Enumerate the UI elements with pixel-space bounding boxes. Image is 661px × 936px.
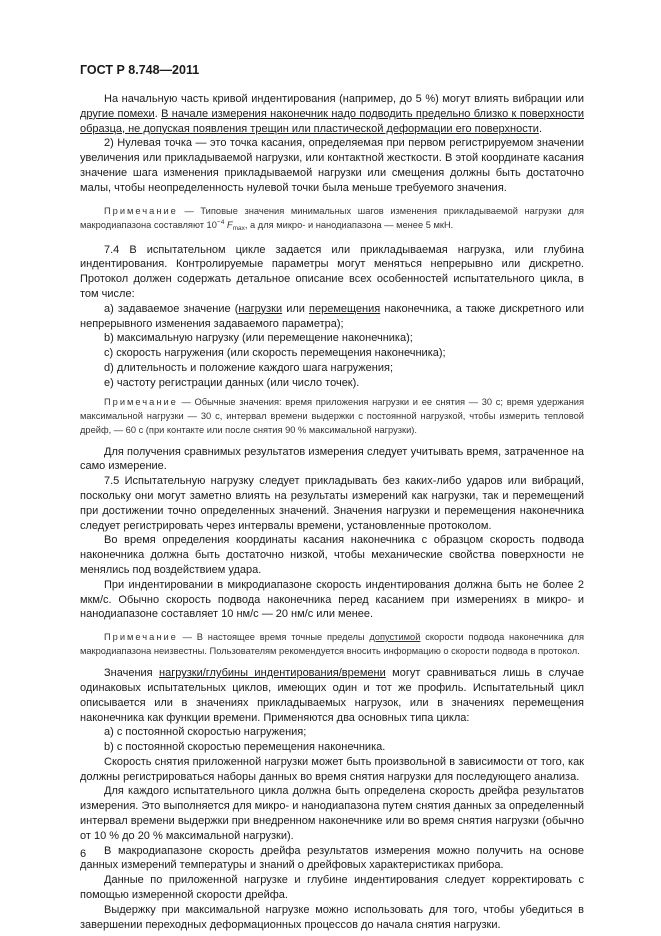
paragraph-micro-speed: При индентировании в микродиапазоне скорость индентирования должна быть не более 2 мкм/с. Обычно скорость подвода наконечника перед касанием при измерениях в микро- и нанодиапазоне составляет 10 нм/с — 20 нм/с или менее. [80,578,584,621]
paragraph-7-4: 7.4 В испытательном цикле задается или прикладываемая нагрузка, или глубина индентирования. Контролируемые параметры могут меняться непрерывно или дискретно. Протокол должен содержать детальное описание всех особенностей испытательного цикла, в том числе: [80,243,584,300]
underlined-text: другие помехи [80,107,155,120]
list-item-d: d) длительность и положение каждого шага нагружения; [104,361,394,374]
list-item-e: e) частоту регистрации данных (или число точек). [104,376,360,389]
paragraph-vibrations: На начальную часть кривой индентирования (например, до 5 %) могут влиять вибрации или другие помехи. В начале измерения наконечник надо подводить предельно близко к поверхности образца, не допуская появления трещин или пластической деформации его поверхности. [80,93,584,135]
underlined-text: допустимой [369,632,421,643]
page-header: ГОСТ Р 8.748—2011 [80,63,200,77]
list-item-b: b) максимальную нагрузку (или перемещение наконечника); [104,332,413,345]
note-label: Примечание [104,396,178,407]
underlined-text: нагрузки/глубины индентирования/времени [159,667,386,680]
paragraph-macro-drift: В макродиапазоне скорость дрейфа результатов измерения можно получить на основе данных измерений температуры и знаний о дрейфовых характеристиках прибора. [80,844,584,872]
underlined-text: нагрузки [238,302,283,315]
note-typical-values: Примечание — Обычные значения: время приложения нагрузки и ее снятия — 30 с; время удержания максимальной нагрузки — 30 с, интервал времени выдержки с постоянной нагрузкой, чтобы измерить тепловой дрейф, — 60 с (при контакте или после снятия 90 % максимальной нагрузки). [80,396,584,435]
list-item-c: c) скорость нагружения (или скорость перемещения наконечника); [104,347,446,360]
paragraph-unload-speed: Скорость снятия приложенной нагрузки может быть произвольной в зависимости от того, как должны регистрироваться наборы данных во время снятия нагрузки для последующего анализа. [80,755,584,783]
paragraph-hold: Выдержку при максимальной нагрузке можно использовать для того, чтобы убедиться в завершении переходных деформационных процессов до начала снятия нагрузки. [80,903,584,931]
paragraph-drift: Для каждого испытательного цикла должна быть определена скорость дрейфа результатов измерения. Это выполняется для микро- и нанодиапазона путем снятия данных за определенный интервал времени выдержки при внедренном наконечнике или во время снятия нагрузки (обычно от 10 % до 20 % максимальной нагрузки). [80,785,584,842]
underlined-text: В начале измерения наконечник надо подводить предельно близко к поверхности образца, не допуская появления трещин или пластической деформации его поверхности [80,107,584,135]
paragraph-comparable: Для получения сравнимых результатов измерения следует учитывать время, затраченное на само измерение. [80,445,584,473]
note-label: Примечание [104,632,178,643]
underlined-text: перемещения [309,302,381,315]
paragraph-values-compare: Значения нагрузки/глубины индентирования/времени могут сравниваться лишь в случае одинаковых испытательных циклов, имеющих один и тот же профиль. Испытательный цикл описывается или в значениях прикладываемых нагрузок, или в значениях перемещения наконечника как функции времени. Применяются два основных типа цикла: [80,667,584,724]
document-body [80,92,584,932]
note-speed-limits: Примечание — В настоящее время точные пределы допустимой скорости подвода наконечника для макродиапазона неизвестны. Пользователям рекомендуется вносить информацию о скорости подвода в протокол. [80,632,584,657]
cycle-type-a: a) с постоянной скоростью нагружения; [104,726,307,739]
list-item-a: a) задаваемое значение (нагрузки или перемещения наконечника, а также дискретного или непрерывного изменения задаваемого параметра); [80,302,585,330]
paragraph-contact-coordinate: Во время определения координаты касания наконечника с образцом скорость подвода наконечника должна быть достаточно низкой, чтобы механические свойства поверхности не менялись под воздействием удара. [80,534,584,576]
cycle-type-b: b) с постоянной скоростью перемещения наконечника. [104,741,386,754]
paragraph-7-5: 7.5 Испытательную нагрузку следует прикладывать без каких-либо ударов или вибраций, поскольку они могут заметно влиять на результаты измерений как нагрузки, так и перемещений при достижении точно определенных значений. Значения нагрузки и перемещения наконечника следует регистрировать через интервалы времени, установленные протоколом. [80,475,584,532]
page-number: 6 [80,848,87,860]
paragraph-zero-point: 2) Нулевая точка — это точка касания, определяемая при первом регистрируемом значении увеличения или прикладываемой нагрузки, или контактной жесткости. В этой координате касания значение шага изменения прикладываемой нагрузки или смещения должны быть достаточно малы, чтобы неопределенность нулевой точки была меньше требуемого значения. [80,137,584,194]
note-min-steps: Примечание — Типовые значения минимальных шагов изменения прикладываемой нагрузки для макродиапазона составляют $10^{-4}$ $F_{max}$, а для микро- и нанодиапазона — менее 5 мкН. [80,205,584,232]
paragraph-correction: Данные по приложенной нагрузке и глубине индентирования следует корректировать с помощью измеренной скорости дрейфа. [80,874,584,902]
note-label: Примечание [104,205,178,216]
